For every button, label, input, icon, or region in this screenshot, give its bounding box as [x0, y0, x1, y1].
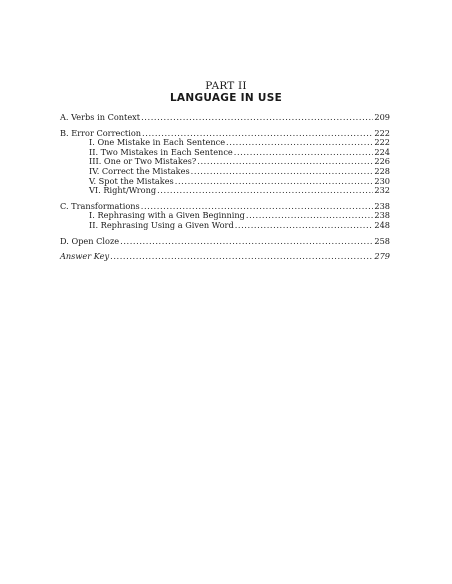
toc-entry-page: 222	[374, 137, 390, 148]
section-title: LANGUAGE IN USE	[169, 92, 283, 104]
toc-entry-label: VI. Right/Wrong	[89, 185, 157, 196]
toc-subentry-one-or-two-mistakes[interactable]	[60, 156, 390, 166]
toc-entry-answer-key[interactable]	[60, 251, 390, 261]
toc-entry-label: C. Transformations	[60, 200, 140, 211]
toc-entry-label: I. Rephrasing with a Given Beginning	[89, 210, 245, 221]
toc-subentry-right-wrong[interactable]	[60, 185, 390, 195]
part-title: PART II	[205, 80, 247, 92]
toc-subentry-rephrasing-beginning[interactable]	[60, 210, 390, 220]
dot-leader	[141, 201, 374, 211]
dot-leader	[235, 220, 374, 230]
dot-leader	[141, 112, 373, 122]
toc-subentry-one-mistake[interactable]	[60, 137, 390, 147]
toc-entry-page: 222	[374, 127, 390, 138]
dot-leader	[234, 147, 374, 157]
toc-entry-label: V. Spot the Mistakes	[89, 175, 174, 186]
toc-entry-page: 226	[374, 156, 390, 167]
dot-leader	[157, 185, 373, 195]
toc-entry-page: 238	[374, 210, 390, 221]
toc-entry-page: 209	[374, 112, 390, 122]
toc-entry-page: 230	[374, 175, 390, 186]
toc-entry-error-correction[interactable]	[60, 128, 390, 138]
dot-leader	[142, 128, 373, 138]
dot-leader	[120, 236, 373, 246]
toc-entry-open-cloze[interactable]	[60, 236, 390, 246]
toc-entry-label: B. Error Correction	[60, 127, 142, 138]
toc-entry-transformations[interactable]	[60, 201, 390, 211]
toc-entry-page: 232	[374, 185, 390, 196]
toc-entry-label: IV. Correct the Mistakes	[89, 165, 190, 176]
toc-entry-label: I. One Mistake in Each Sentence	[89, 137, 226, 148]
toc-subentry-spot-the-mistakes[interactable]	[60, 176, 390, 186]
toc-subentry-correct-the-mistakes[interactable]	[60, 166, 390, 176]
dot-leader	[191, 166, 374, 176]
toc-entry-label: A. Verbs in Context	[60, 112, 141, 122]
toc-entry-page: 248	[374, 219, 390, 230]
dot-leader	[110, 251, 373, 261]
toc-entry-label: III. One or Two Mistakes?	[89, 156, 197, 167]
toc-subentry-two-mistakes[interactable]	[60, 147, 390, 157]
toc-entry-label: D. Open Cloze	[60, 235, 120, 246]
dot-leader	[175, 176, 374, 186]
dot-leader	[226, 137, 373, 147]
toc-entry-page: 258	[374, 235, 390, 246]
dot-leader	[246, 210, 373, 220]
toc-entry-label: II. Rephrasing Using a Given Word	[89, 219, 234, 230]
toc-entry-verbs-in-context[interactable]	[60, 112, 390, 122]
toc-entry-page: 238	[374, 200, 390, 211]
dot-leader	[197, 156, 373, 166]
table-of-contents	[60, 112, 390, 261]
toc-entry-page: 279	[374, 251, 390, 262]
toc-entry-page: 224	[374, 146, 390, 157]
toc-entry-page: 228	[374, 165, 390, 176]
toc-subentry-rephrasing-word[interactable]	[60, 220, 390, 230]
toc-entry-label: II. Two Mistakes in Each Sentence	[89, 146, 233, 157]
toc-entry-label: Answer Key	[60, 251, 110, 262]
